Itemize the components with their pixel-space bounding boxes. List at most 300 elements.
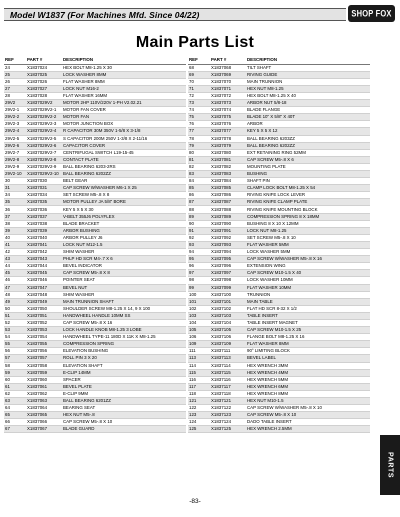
ref-cell: 101 <box>188 298 210 305</box>
ref-cell: 56 <box>4 348 26 355</box>
table-row <box>4 327 186 334</box>
table-row <box>188 78 370 85</box>
shop-fox-logo: SHOP FOX <box>348 5 395 22</box>
ref-cell: 104 <box>188 319 210 326</box>
table-row <box>188 114 370 121</box>
ref-cell: 77 <box>188 128 210 135</box>
table-row <box>4 100 186 107</box>
part-number-cell: X1837038 <box>26 220 62 227</box>
table-row <box>4 213 186 220</box>
table-row <box>4 192 186 199</box>
part-number-cell: X1837059 <box>26 369 62 376</box>
part-number-cell: X1837063 <box>26 398 62 405</box>
ref-cell: 31 <box>4 185 26 192</box>
table-row <box>4 156 186 163</box>
description-cell: HEX WRENCH 6MM <box>246 383 370 390</box>
description-cell: SHOULDER SCREW M8-1.25 X 14, 9 X 100 <box>62 305 186 312</box>
ref-cell: 105 <box>188 327 210 334</box>
part-number-cell: X1837028 <box>26 92 62 99</box>
description-cell: FLAT WASHER 8MM <box>62 78 186 85</box>
ref-cell: 89 <box>188 213 210 220</box>
part-number-cell: X1837087 <box>210 199 246 206</box>
description-cell: BUSHING 8 X 10 X 12MM <box>246 220 370 227</box>
part-number-cell: X1837103 <box>210 312 246 319</box>
ref-cell: 82 <box>188 163 210 170</box>
ref-cell: 50 <box>4 305 26 312</box>
description-cell: SET SCREW M5-.8 X 8 <box>62 192 186 199</box>
description-column-header: DESCRIPTION <box>62 57 186 64</box>
table-row <box>4 319 186 326</box>
table-row <box>4 163 186 170</box>
table-row <box>4 220 186 227</box>
ref-cell: 113 <box>188 355 210 362</box>
description-cell: HEX WRENCH 3MM <box>246 362 370 369</box>
part-number-cell: X1837072 <box>210 92 246 99</box>
ref-cell: 94 <box>188 249 210 256</box>
ref-cell: 45 <box>4 270 26 277</box>
table-row <box>188 149 370 156</box>
table-row <box>4 171 186 178</box>
ref-cell: 40 <box>4 234 26 241</box>
table-row <box>188 426 370 433</box>
table-row <box>188 156 370 163</box>
description-cell: ARBOR <box>246 121 370 128</box>
table-row <box>4 199 186 206</box>
part-number-cell: X1837077 <box>210 128 246 135</box>
part-number-cell: X1837050 <box>26 305 62 312</box>
description-cell: BLADE BRACKET <box>62 220 186 227</box>
ref-cell: 116 <box>188 376 210 383</box>
table-row <box>188 383 370 390</box>
ref-cell: 34 <box>4 192 26 199</box>
part-number-cell: X1837061 <box>26 383 62 390</box>
table-row <box>188 107 370 114</box>
table-row <box>188 341 370 348</box>
part-number-cell: X1837026 <box>26 78 62 85</box>
ref-cell: 80 <box>188 149 210 156</box>
description-cell: PHLP HD SCR M4-.7 X 6 <box>62 256 186 263</box>
table-row <box>4 206 186 213</box>
table-row <box>4 270 186 277</box>
ref-cell: 79 <box>188 142 210 149</box>
ref-cell: 29V2-7 <box>4 149 26 156</box>
description-cell: COMPRESSION SPRING <box>62 341 186 348</box>
ref-cell: 75 <box>188 114 210 121</box>
table-row <box>188 319 370 326</box>
table-row <box>188 277 370 284</box>
description-cell: BALL BEARING 6203-2RS <box>62 163 186 170</box>
part-number-cell: X1837029V2-4 <box>26 128 62 135</box>
table-row <box>188 405 370 412</box>
table-row <box>188 284 370 291</box>
part-number-cell: X1837068 <box>210 64 246 71</box>
table-row <box>4 412 186 419</box>
part-number-cell: X1837117 <box>210 383 246 390</box>
ref-cell: 81 <box>188 156 210 163</box>
ref-cell: 62 <box>4 390 26 397</box>
table-row <box>188 270 370 277</box>
part-number-cell: X1837064 <box>26 405 62 412</box>
table-row <box>4 362 186 369</box>
parts-table-right <box>188 57 370 433</box>
description-cell: MAIN TRUNNION <box>246 78 370 85</box>
part-number-cell: X1837042 <box>26 249 62 256</box>
description-cell: MAIN TRUNNION SHAFT <box>62 298 186 305</box>
table-row <box>4 142 186 149</box>
ref-cell: 55 <box>4 341 26 348</box>
parts-side-tab <box>380 435 400 495</box>
description-cell: CAP SCREW W/WASHER M6-1 X 25 <box>62 185 186 192</box>
ref-cell: 73 <box>188 100 210 107</box>
part-number-cell: X1837073 <box>210 100 246 107</box>
description-cell: BALL BEARING 6201ZZ <box>62 398 186 405</box>
part-number-cell: X1837037 <box>26 213 62 220</box>
description-cell: MOUNTING PLATE <box>246 163 370 170</box>
part-number-cell: X1837054 <box>26 334 62 341</box>
part-number-cell: X1837045 <box>26 270 62 277</box>
ref-cell: 71 <box>188 85 210 92</box>
part-number-cell: X1837085 <box>210 185 246 192</box>
description-cell: HEX BOLT M8-1.25 X 30 <box>62 64 186 71</box>
table-row <box>188 206 370 213</box>
part-column-header: PART # <box>210 57 246 64</box>
part-number-cell: X1837041 <box>26 241 62 248</box>
ref-cell: 124 <box>188 419 210 426</box>
table-row <box>188 355 370 362</box>
table-header-row <box>188 57 370 64</box>
ref-cell: 99 <box>188 284 210 291</box>
table-row <box>4 135 186 142</box>
table-row <box>4 263 186 270</box>
ref-cell: 109 <box>188 341 210 348</box>
description-cell: EXTENSION WING <box>246 263 370 270</box>
description-cell: FLAT HD SCR 8-32 X 1/2 <box>246 305 370 312</box>
table-row <box>4 64 186 71</box>
description-cell: BEVEL NUT <box>62 284 186 291</box>
part-number-cell: X1837053 <box>26 327 62 334</box>
description-cell: ELEVATION SHAFT <box>62 362 186 369</box>
part-number-cell: X1837096 <box>210 263 246 270</box>
ref-cell: 66 <box>4 419 26 426</box>
ref-cell: 60 <box>4 376 26 383</box>
page-title: Main Parts List <box>135 34 255 51</box>
table-row <box>4 178 186 185</box>
description-cell: CAP SCREW M5-.8 X 10 <box>62 419 186 426</box>
part-number-cell: X1837124 <box>210 419 246 426</box>
table-row <box>4 227 186 234</box>
ref-cell: 115 <box>188 369 210 376</box>
part-number-cell: X1837029V2-3 <box>26 121 62 128</box>
ref-cell: 78 <box>188 135 210 142</box>
table-row <box>4 241 186 248</box>
ref-cell: 28 <box>4 92 26 99</box>
ref-cell: 76 <box>188 121 210 128</box>
ref-cell: 96 <box>188 263 210 270</box>
table-row <box>188 234 370 241</box>
table-row <box>4 348 186 355</box>
page-number: -83- <box>189 498 201 505</box>
part-number-cell: X1837093 <box>210 241 246 248</box>
table-row <box>4 291 186 298</box>
table-row <box>188 64 370 71</box>
ref-cell: 87 <box>188 199 210 206</box>
table-row <box>188 305 370 312</box>
table-row <box>4 85 186 92</box>
table-row <box>4 284 186 291</box>
description-cell: FLAT WASHER 10MM <box>246 284 370 291</box>
table-row <box>4 419 186 426</box>
table-row <box>188 71 370 78</box>
description-cell: MOTOR 2HP 110V/220V 1-PH V2.02.21 <box>62 100 186 107</box>
ref-cell: 88 <box>188 206 210 213</box>
ref-cell: 29V2-6 <box>4 142 26 149</box>
table-row <box>188 327 370 334</box>
part-number-cell: X1837104 <box>210 319 246 326</box>
table-row <box>188 348 370 355</box>
description-cell: CAP SCREW M5-.8 X 16 <box>62 319 186 326</box>
description-cell: ARBOR NUT 5/8-18 <box>246 100 370 107</box>
table-row <box>4 355 186 362</box>
table-row <box>4 128 186 135</box>
table-row <box>4 341 186 348</box>
description-cell: ROLL PIN 3 X 20 <box>62 355 186 362</box>
part-number-cell: X1837121 <box>210 398 246 405</box>
ref-cell: 44 <box>4 263 26 270</box>
ref-cell: 102 <box>188 305 210 312</box>
part-number-cell: X1837122 <box>210 405 246 412</box>
ref-cell: 35 <box>4 199 26 206</box>
part-number-cell: X1837075 <box>210 114 246 121</box>
description-cell: FLAT WASHER 5MM <box>246 241 370 248</box>
part-number-cell: X1837097 <box>210 270 246 277</box>
description-cell: FLANGE BOLT M8-1.25 X 16 <box>246 334 370 341</box>
ref-cell: 103 <box>188 312 210 319</box>
description-cell: CAP SCREW W/WASHER M5-.8 X 16 <box>246 256 370 263</box>
ref-cell: 118 <box>188 390 210 397</box>
table-row <box>188 298 370 305</box>
table-row <box>4 277 186 284</box>
table-row <box>188 100 370 107</box>
part-number-cell: X1837102 <box>210 305 246 312</box>
ref-cell: 117 <box>188 383 210 390</box>
part-number-cell: X1837029V2-8 <box>26 156 62 163</box>
part-number-cell: X1837025 <box>26 71 62 78</box>
table-row <box>188 263 370 270</box>
description-cell: RIVING KNIFE LOCK LEVER <box>246 192 370 199</box>
model-header: Model W1837 (For Machines Mfd. Since 04/22) <box>10 10 200 20</box>
description-cell: CAPACITOR COVER <box>62 142 186 149</box>
description-cell: KEY 5 X 5 X 12 <box>246 128 370 135</box>
description-cell: BALL BEARING 6203ZZ <box>246 135 370 142</box>
ref-cell: 38 <box>4 220 26 227</box>
part-number-cell: X1837113 <box>210 355 246 362</box>
table-row <box>4 426 186 433</box>
ref-cell: 29V2-1 <box>4 107 26 114</box>
description-cell: FLAT WASHER 8MM <box>246 341 370 348</box>
description-cell: CONTACT PLATE <box>62 156 186 163</box>
description-cell: HEX NUT M8-1.25 <box>246 85 370 92</box>
description-cell: CAP SCREW M10-1.5 X 25 <box>246 327 370 334</box>
ref-column-header: REF <box>188 57 210 64</box>
description-cell: SHIM WASHER <box>62 291 186 298</box>
part-number-cell: X1837044 <box>26 263 62 270</box>
table-row <box>4 334 186 341</box>
part-number-cell: X1837029V2-2 <box>26 114 62 121</box>
table-row <box>188 185 370 192</box>
ref-cell: 37 <box>4 213 26 220</box>
part-number-cell: X1837056 <box>26 348 62 355</box>
description-cell: HEX WRENCH 4MM <box>246 369 370 376</box>
ref-cell: 70 <box>188 78 210 85</box>
table-row <box>188 128 370 135</box>
ref-cell: 29V2-4 <box>4 128 26 135</box>
ref-cell: 95 <box>188 256 210 263</box>
table-row <box>188 92 370 99</box>
ref-cell: 27 <box>4 85 26 92</box>
table-row <box>188 362 370 369</box>
part-number-cell: X1837057 <box>26 355 62 362</box>
description-column-header: DESCRIPTION <box>246 57 370 64</box>
part-number-cell: X1837029V2-10 <box>26 171 62 178</box>
ref-cell: 125 <box>188 426 210 433</box>
part-number-cell: X1837029V2 <box>26 100 62 107</box>
table-row <box>4 376 186 383</box>
part-number-cell: X1837067 <box>26 426 62 433</box>
ref-cell: 51 <box>4 312 26 319</box>
table-row <box>188 121 370 128</box>
part-number-cell: X1837047 <box>26 284 62 291</box>
ref-cell: 67 <box>4 426 26 433</box>
description-cell: CAP SCREW M10-1.5 X 40 <box>246 270 370 277</box>
ref-cell: 91 <box>188 227 210 234</box>
part-number-cell: X1837029V2-5 <box>26 135 62 142</box>
part-number-cell: X1837029V2-1 <box>26 107 62 114</box>
description-cell: BEVEL INDICATOR <box>62 263 186 270</box>
part-number-cell: X1837082 <box>210 163 246 170</box>
part-number-cell: X1837079 <box>210 142 246 149</box>
table-row <box>4 121 186 128</box>
ref-cell: 26 <box>4 78 26 85</box>
ref-cell: 43 <box>4 256 26 263</box>
part-number-cell: X1837105 <box>210 327 246 334</box>
table-row <box>4 185 186 192</box>
table-row <box>4 234 186 241</box>
ref-cell: 36 <box>4 206 26 213</box>
ref-cell: 98 <box>188 277 210 284</box>
table-row <box>188 419 370 426</box>
description-cell: HEX WRENCH 5MM <box>246 376 370 383</box>
ref-cell: 63 <box>4 398 26 405</box>
part-number-cell: X1837065 <box>26 412 62 419</box>
part-number-cell: X1837115 <box>210 369 246 376</box>
description-cell: TRUNNION <box>246 291 370 298</box>
description-cell: BALL BEARING 6202ZZ <box>62 171 186 178</box>
description-cell: 90° LIMITING BLOCK <box>246 348 370 355</box>
description-cell: EXT RETAINING RING 52MM <box>246 149 370 156</box>
part-number-cell: X1837070 <box>210 78 246 85</box>
ref-cell: 48 <box>4 291 26 298</box>
table-row <box>188 369 370 376</box>
table-row <box>188 241 370 248</box>
description-cell: KEY 5 X 5 X 30 <box>62 206 186 213</box>
part-number-cell: X1837111 <box>210 348 246 355</box>
description-cell: MOTOR PULLEY JA 5/8" BORE <box>62 199 186 206</box>
table-row <box>188 213 370 220</box>
description-cell: BEVEL LABEL <box>246 355 370 362</box>
ref-cell: 29V2-8 <box>4 156 26 163</box>
table-row <box>188 178 370 185</box>
ref-cell: 58 <box>4 362 26 369</box>
ref-cell: 25 <box>4 71 26 78</box>
part-column-header: PART # <box>26 57 62 64</box>
part-number-cell: X1837066 <box>26 419 62 426</box>
table-row <box>4 383 186 390</box>
ref-cell: 29V2-10 <box>4 171 26 178</box>
part-number-cell: X1837030 <box>26 178 62 185</box>
table-row <box>188 334 370 341</box>
description-cell: HEX WRENCH 2.5MM <box>246 426 370 433</box>
part-number-cell: X1837052 <box>26 319 62 326</box>
description-cell: ARBOR PULLEY J6 <box>62 234 186 241</box>
ref-cell: 64 <box>4 405 26 412</box>
ref-cell: 74 <box>188 107 210 114</box>
part-number-cell: X1837069 <box>210 71 246 78</box>
part-number-cell: X1837101 <box>210 298 246 305</box>
ref-cell: 59 <box>4 369 26 376</box>
ref-cell: 114 <box>188 362 210 369</box>
description-cell: S CAPACITOR 200M 250V 1-3/8 X 2-11/16 <box>62 135 186 142</box>
part-number-cell: X1837058 <box>26 362 62 369</box>
part-number-cell: X1837092 <box>210 234 246 241</box>
description-cell: SPACER <box>62 376 186 383</box>
table-header-row <box>4 57 186 64</box>
description-cell: POINTER SEAT <box>62 277 186 284</box>
description-cell: E-CLIP 14MM <box>62 369 186 376</box>
part-number-cell: X1837078 <box>210 135 246 142</box>
part-number-cell: X1837109 <box>210 341 246 348</box>
part-number-cell: X1837099 <box>210 284 246 291</box>
ref-column-header: REF <box>4 57 26 64</box>
description-cell: HANDWHEEL TYPE-11 180D X 11K X M8-1.25 <box>62 334 186 341</box>
ref-cell: 54 <box>4 334 26 341</box>
table-row <box>4 256 186 263</box>
description-cell: CAP SCREW M5-.8 X 8 <box>62 270 186 277</box>
description-cell: HEX WRENCH 8MM <box>246 390 370 397</box>
part-number-cell: X1837094 <box>210 249 246 256</box>
table-row <box>4 390 186 397</box>
part-number-cell: X1837083 <box>210 171 246 178</box>
table-row <box>188 227 370 234</box>
ref-cell: 90 <box>188 220 210 227</box>
part-number-cell: X1837040 <box>26 234 62 241</box>
description-cell: ELEVATION BUSHING <box>62 348 186 355</box>
table-row <box>4 149 186 156</box>
table-row <box>188 85 370 92</box>
part-number-cell: X1837024 <box>26 64 62 71</box>
table-row <box>4 114 186 121</box>
part-number-cell: X1837055 <box>26 341 62 348</box>
table-row <box>4 369 186 376</box>
description-cell: E-CLIP 9MM <box>62 390 186 397</box>
description-cell: BLADE GUARD <box>62 426 186 433</box>
table-row <box>188 220 370 227</box>
description-cell: HEX NUT M5-.8 <box>62 412 186 419</box>
description-cell: SHAFT PIN <box>246 178 370 185</box>
table-row <box>4 249 186 256</box>
description-cell: MOTOR FAN COVER <box>62 107 186 114</box>
part-number-cell: X1837036 <box>26 206 62 213</box>
ref-cell: 29V2-3 <box>4 121 26 128</box>
